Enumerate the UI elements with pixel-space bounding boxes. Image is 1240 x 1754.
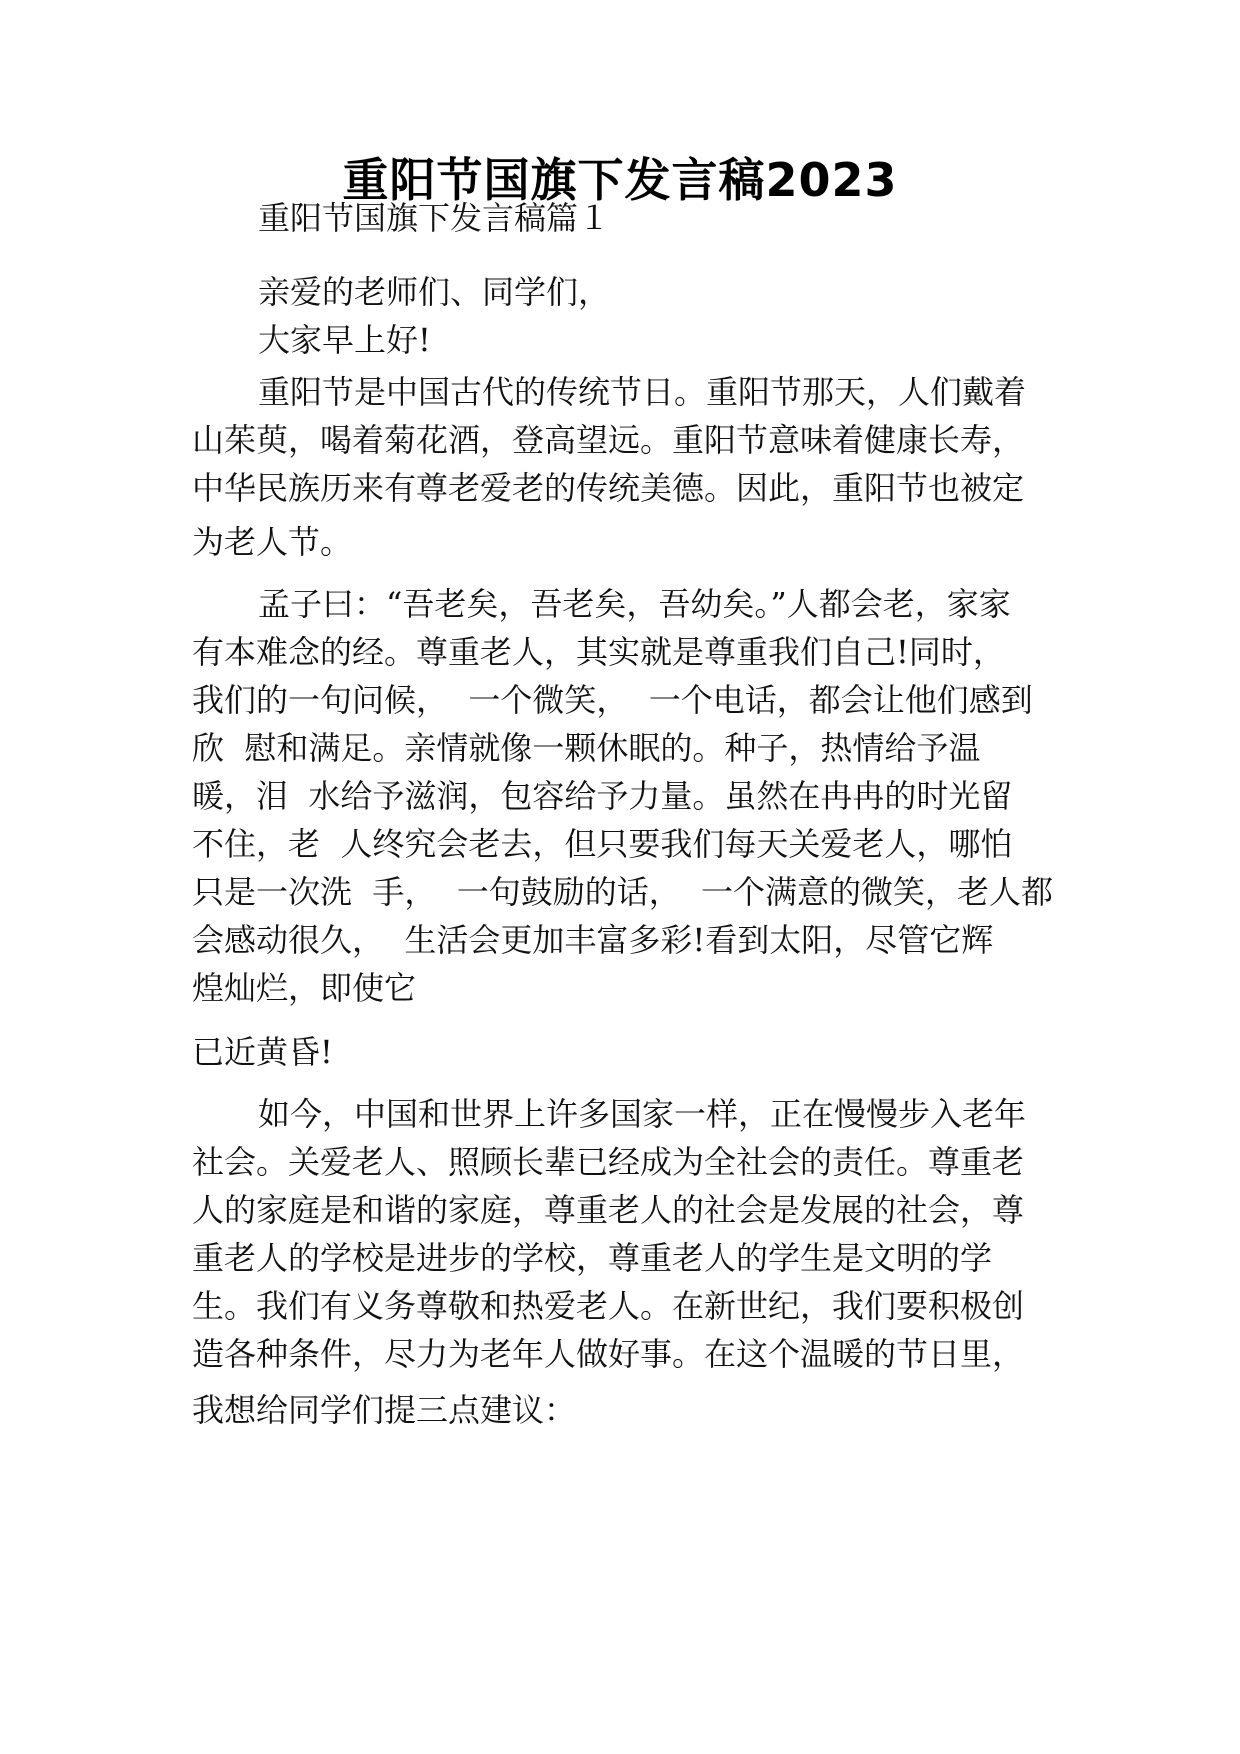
- greeting-line: 亲爱的老师们、同学们，: [258, 273, 611, 311]
- document-title: 重阳节国旗下发言稿2023: [342, 153, 898, 207]
- paragraph-3-line: 社会。关爱老人、照顾长辈已经成为全社会的责任。尊重老: [192, 1143, 1025, 1181]
- paragraph-3-line: 重老人的学校是进步的学校，尊重老人的学生是文明的学: [192, 1239, 993, 1277]
- paragraph-1-line: 为老人节。: [192, 523, 353, 561]
- paragraph-2-line: 煌灿烂，即使它: [192, 969, 417, 1007]
- document-subtitle: 重阳节国旗下发言稿篇１: [258, 199, 611, 237]
- paragraph-1-line: 中华民族历来有尊老爱老的传统美德。因此，重阳节也被定: [192, 469, 1025, 507]
- paragraph-1-line: 重阳节是中国古代的传统节日。重阳节那天，人们戴着: [258, 373, 1027, 411]
- paragraph-3-line: 人的家庭是和谐的家庭，尊重老人的社会是发展的社会，尊: [192, 1191, 1025, 1229]
- paragraph-3-line: 造各种条件，尽力为老年人做好事。在这个温暖的节日里，: [192, 1335, 1025, 1373]
- paragraph-2-line: 会感动很久， 生活会更加丰富多彩!看到太阳，尽管它辉: [192, 921, 994, 959]
- paragraph-2-line: 暖，泪 水给予滋润，包容给予力量。虽然在冉冉的时光留: [192, 777, 1013, 815]
- paragraph-1-line: 山茱萸，喝着菊花酒，登高望远。重阳节意味着健康长寿，: [192, 421, 1025, 459]
- morning-line: 大家早上好!: [258, 321, 431, 359]
- paragraph-2-line: 只是一次洗 手， 一句鼓励的话， 一个满意的微笑，老人都: [192, 873, 1054, 911]
- paragraph-3-line: 生。我们有义务尊敬和热爱老人。在新世纪，我们要积极创: [192, 1287, 1025, 1325]
- paragraph-2-line: 已近黄昏!: [192, 1033, 333, 1071]
- paragraph-3-line: 如今，中国和世界上许多国家一样，正在慢慢步入老年: [258, 1095, 1027, 1133]
- paragraph-2-line: 我们的一句问候， 一个微笑， 一个电话，都会让他们感到: [192, 681, 1033, 719]
- paragraph-2-line: 孟子曰：“吾老矣，吾老矣，吾幼矣。”人都会老，家家: [258, 585, 1011, 623]
- paragraph-2-line: 不住，老 人终究会老去，但只要我们每天关爱老人，哪怕: [192, 825, 1013, 863]
- paragraph-3-line: 我想给同学们提三点建议：: [192, 1391, 577, 1429]
- paragraph-2-line: 有本难念的经。尊重老人，其实就是尊重我们自己!同时，: [192, 633, 1005, 671]
- paragraph-2-line: 欣 慰和满足。亲情就像一颗休眠的。种子，热情给予温: [192, 729, 981, 767]
